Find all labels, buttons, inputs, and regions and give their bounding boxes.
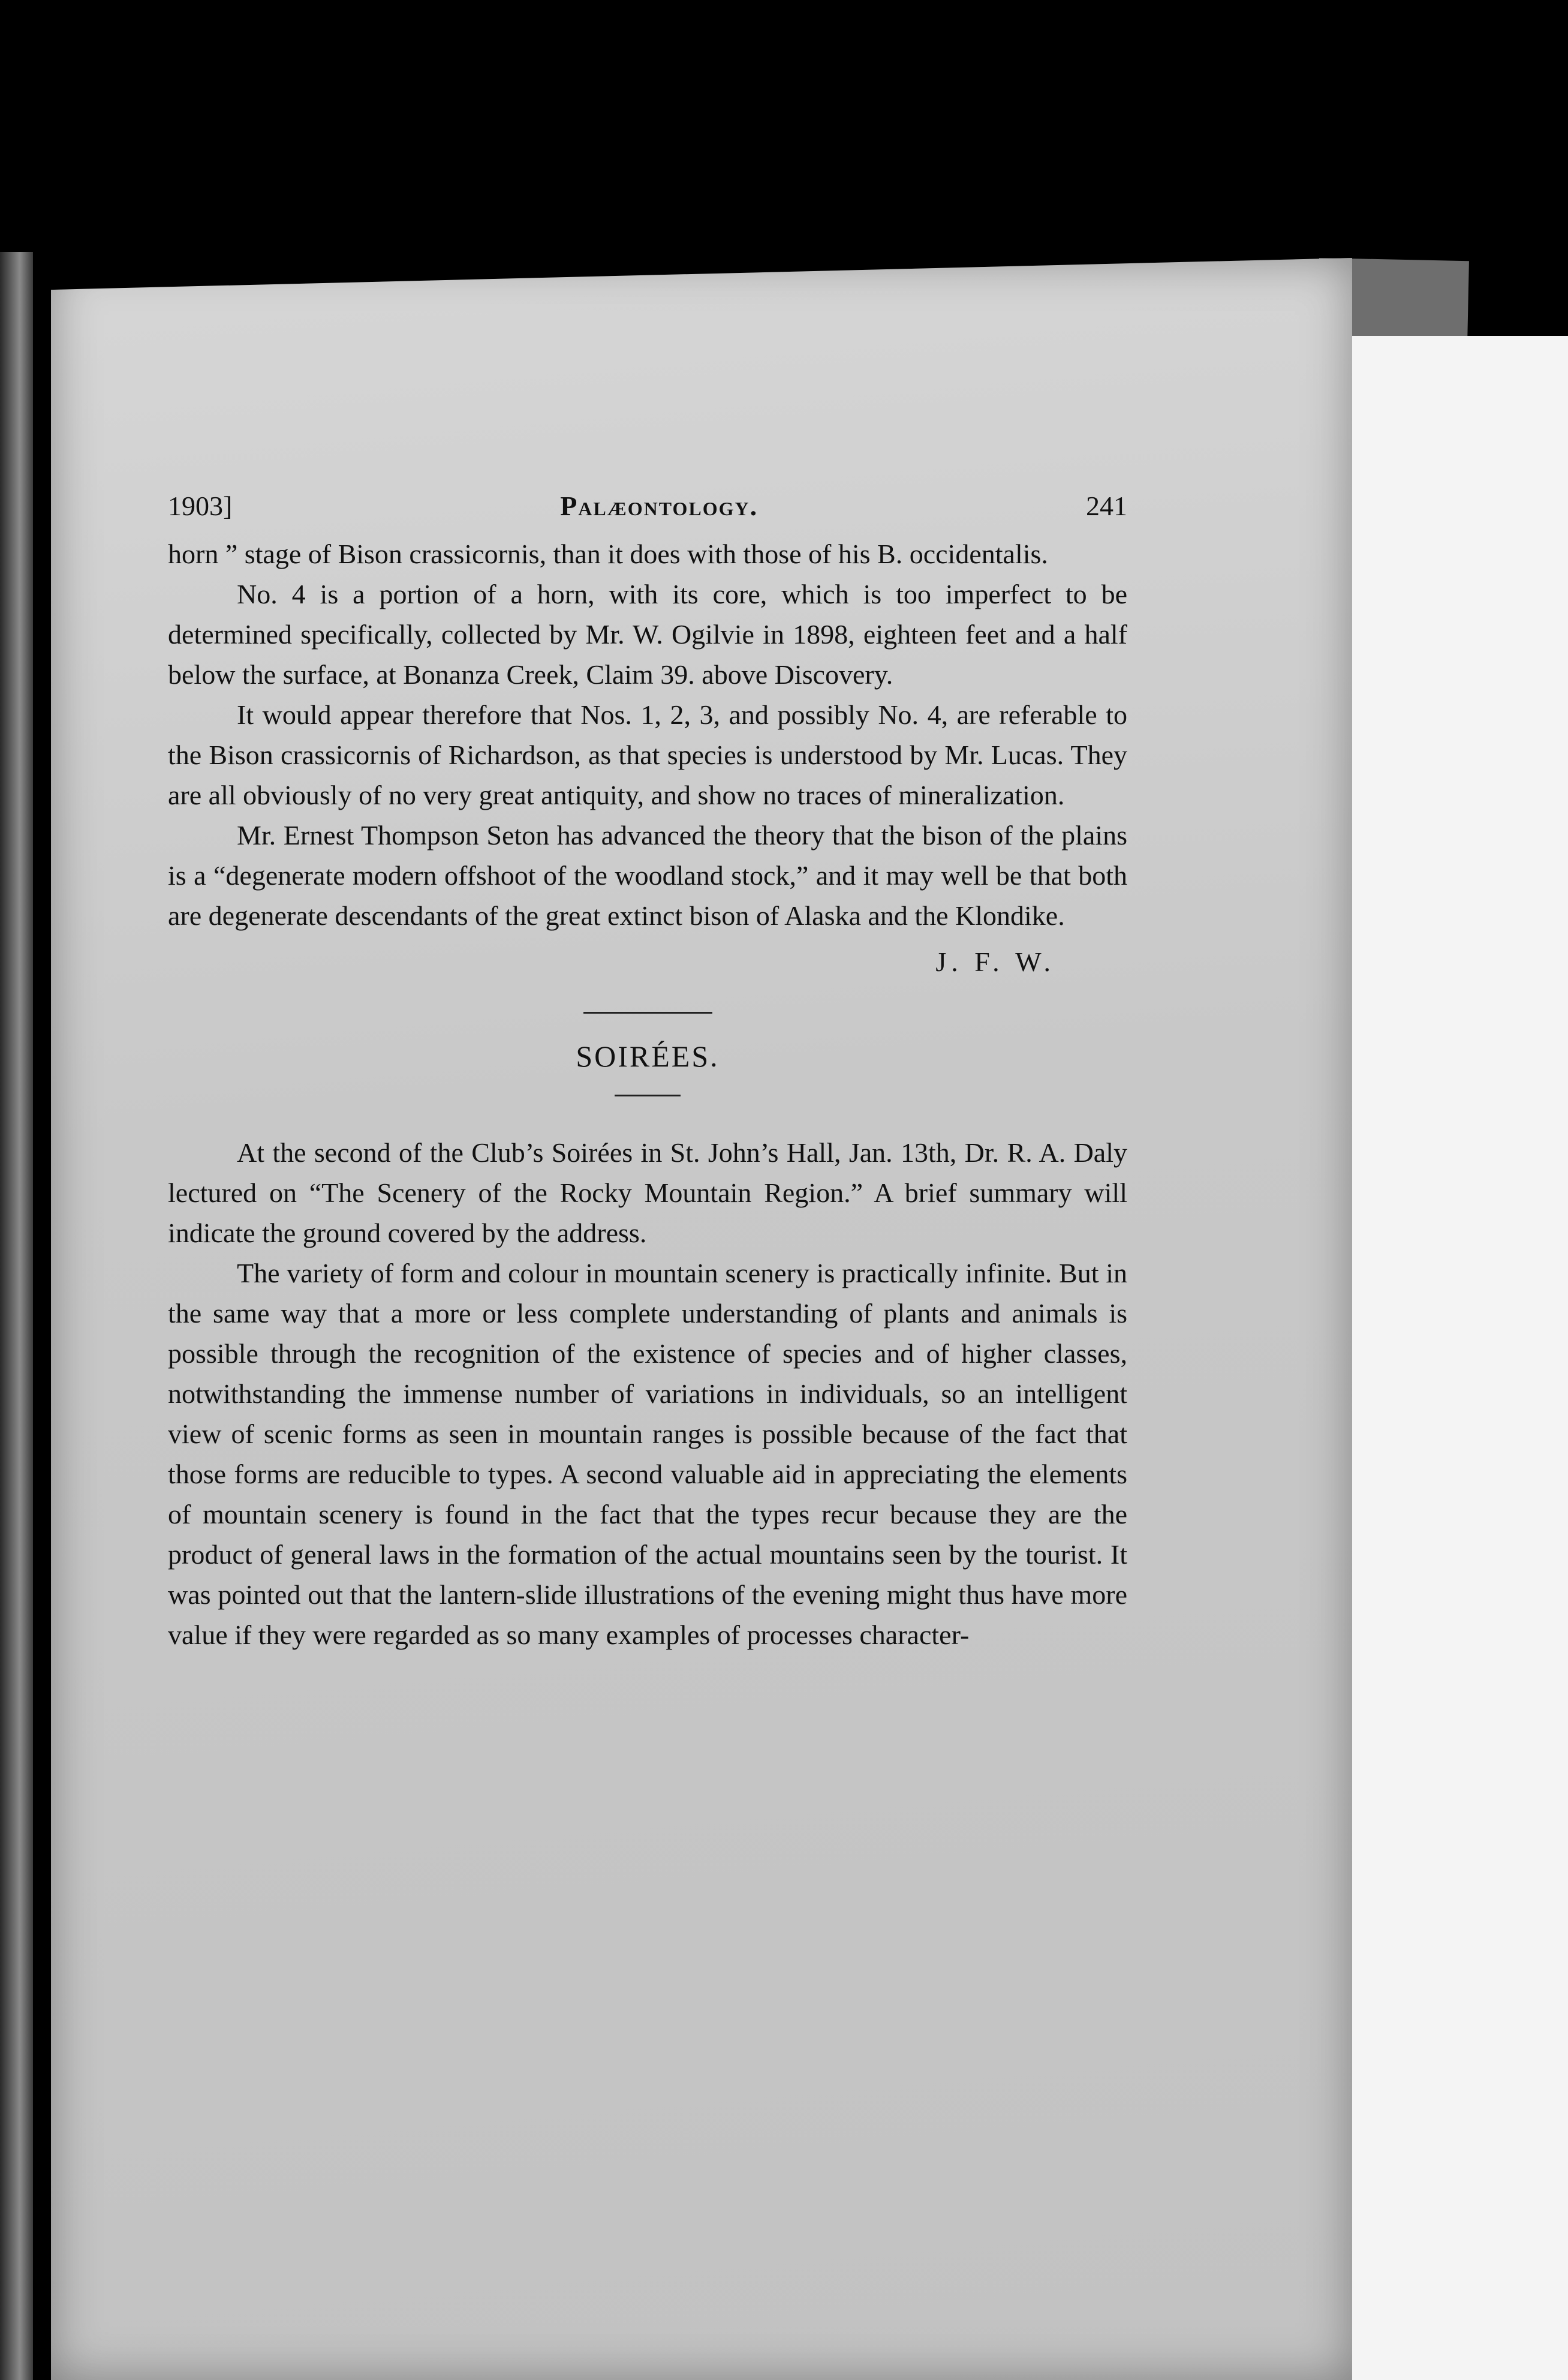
- paragraph: No. 4 is a portion of a horn, with its core, which is too imperfect to be determined specifically, collected by Mr. W. Ogilvie in 1898, eighteen feet and a half below the surface, at Bonanza Creek, Claim 39. above Discovery.: [168, 579, 1127, 690]
- page-number: 241: [1086, 491, 1127, 521]
- section-divider: [583, 1012, 712, 1014]
- paragraph: horn ” stage of Bison crassicornis, than it does with those of his B. occidentalis.: [168, 539, 1048, 569]
- running-head-year: 1903]: [168, 491, 233, 521]
- soirees-body: [168, 1132, 1127, 1655]
- adjacent-page-edge: [0, 252, 33, 2380]
- paragraph: At the second of the Club’s Soirées in St. John’s Hall, Jan. 13th, Dr. R. A. Daly lectured on “The Scenery of the Rocky Mountain Region.” A brief summary will indicate the ground covered by the address.: [168, 1137, 1127, 1248]
- paragraph: The variety of form and colour in mountain scenery is practically infinite. But in the same way that a more or less complete understanding of plants and animals is possible through the recognition of the existence of species and of higher classes, notwithstanding the immense number of variations in individuals, so an intelligent view of scenic forms as seen in mountain ranges is possible because of the fact that those forms are reducible to types. A second valuable aid in appreciating the elements of mountain scenery is found in the fact that the types recur because they are the product of general laws in the formation of the actual mountains seen by the tourist. It was pointed out that the lantern-slide illustrations of the evening might thus have more value if they were regarded as so many examples of processes character-: [168, 1258, 1127, 1650]
- author-signature: J. F. W.: [935, 946, 1055, 977]
- running-head: [168, 486, 1127, 534]
- article-body: [168, 534, 1127, 936]
- paragraph: Mr. Ernest Thompson Seton has advanced the theory that the bison of the plains is a “degenerate modern offshoot of the woodland stock,” and it may well be that both are degenerate descendants of the great extinct bison of Alaska and the Klondike.: [168, 820, 1127, 931]
- page-content: [168, 486, 1127, 1655]
- section-title: SOIRÉES.: [576, 1039, 720, 1073]
- running-head-title: Palæontology.: [560, 491, 759, 521]
- paragraph: It would appear therefore that Nos. 1, 2, 3, and possibly No. 4, are referable to the Bison crassicornis of Richardson, as that species is understood by Mr. Lucas. They are all obviously of no very great antiquity, and show no traces of mineralization.: [168, 699, 1127, 810]
- white-backing-sheet: [1352, 336, 1568, 2380]
